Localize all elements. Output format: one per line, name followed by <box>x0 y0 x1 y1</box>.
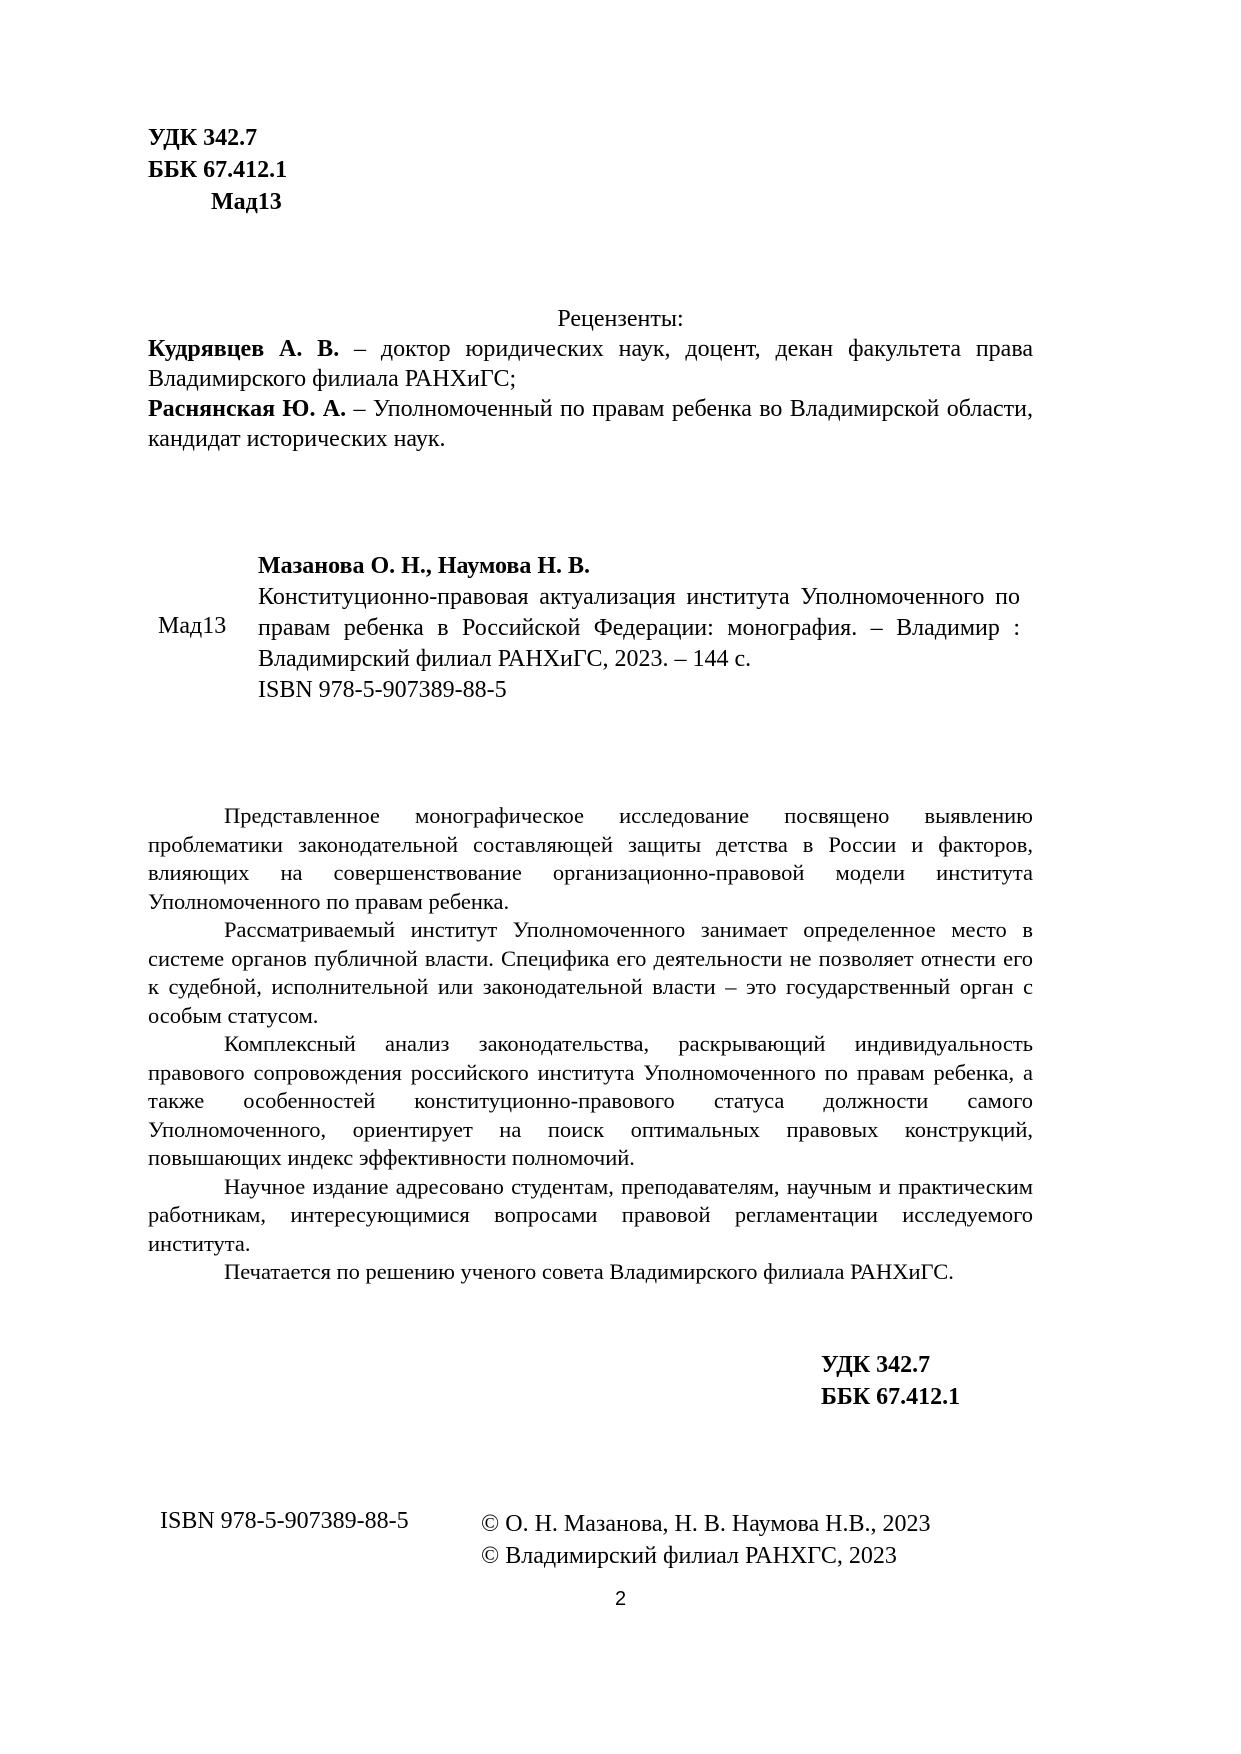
bbk-code: ББК 67.412.1 <box>148 157 288 183</box>
catalog-description: Конституционно-правовая актуализация института Уполномоченного по правам ребенка в Российской Федерации: монография. – Владимир : Владимирский филиал РАНХиГС, 2023. – 144 с. <box>258 584 1020 672</box>
catalog-authors: Мазанова О. Н., Наумова Н. В. <box>258 553 591 579</box>
top-classification-codes <box>148 122 287 218</box>
author-sign: Мад13 <box>211 189 282 215</box>
copyright-block <box>481 1508 931 1572</box>
abstract-paragraph: Научное издание адресовано студентам, преподавателям, научным и практическим работникам, интересующимися вопросами правовой регламентации исследуемого института. <box>148 1173 1033 1256</box>
reviewer-name: Кудрявцев А. В. <box>148 336 340 362</box>
reviewers-heading: Рецензенты: <box>557 306 684 332</box>
bbk-code: ББК 67.412.1 <box>821 1384 961 1410</box>
reviewer-entry <box>148 394 1033 454</box>
catalog-record <box>258 551 1020 706</box>
udk-code: УДК 342.7 <box>148 125 258 151</box>
abstract-paragraph: Представленное монографическое исследование посвящено выявлению проблематики законодательной составляющей защиты детства в России и факторов, влияющих на совершенствование организационно-правовой модели института Уполномоченного по правам ребенка. <box>148 803 1033 914</box>
abstract-paragraph: Комплексный анализ законодательства, раскрывающий индивидуальность правового сопровождения российского института Уполномоченного по правам ребенка, а также особенностей конституционно-правового статуса должности самого Уполномоченного, ориентирует на поиск оптимальных правовых конструкций, повышающих индекс эффективности полномочий. <box>148 1031 1033 1170</box>
copyright-authors: © О. Н. Мазанова, Н. В. Наумова Н.В., 2023 <box>481 1511 931 1537</box>
footer-isbn: ISBN 978-5-907389-88-5 <box>160 1508 409 1534</box>
catalog-author-sign: Мад13 <box>158 613 227 639</box>
catalog-isbn: ISBN 978-5-907389-88-5 <box>258 677 507 703</box>
reviewer-description: – Уполномоченный по правам ребенка во Владимирской области, кандидат исторических наук. <box>148 396 1033 452</box>
udk-code: УДК 342.7 <box>821 1352 931 1378</box>
reviewer-name: Раснянская Ю. А. <box>148 396 347 422</box>
abstract <box>148 802 1033 1287</box>
page-number: 2 <box>614 1588 627 1610</box>
bottom-classification-codes <box>821 1349 960 1413</box>
abstract-paragraph: Печатается по решению ученого совета Владимирского филиала РАНХиГС. <box>224 1259 954 1284</box>
reviewer-entry <box>148 334 1033 394</box>
copyright-publisher: © Владимирский филиал РАНХГС, 2023 <box>481 1543 897 1569</box>
reviewers-list <box>148 334 1033 454</box>
reviewer-description: – доктор юридических наук, доцент, декан факультета права Владимирского филиала РАНХиГС; <box>148 336 1034 392</box>
abstract-paragraph: Рассматриваемый институт Уполномоченного занимает определенное место в системе органов публичной власти. Специфика его деятельности не позволяет отнести его к судебной, исполнительной или законодательной власти – это государственный орган с особым статусом. <box>148 917 1033 1028</box>
